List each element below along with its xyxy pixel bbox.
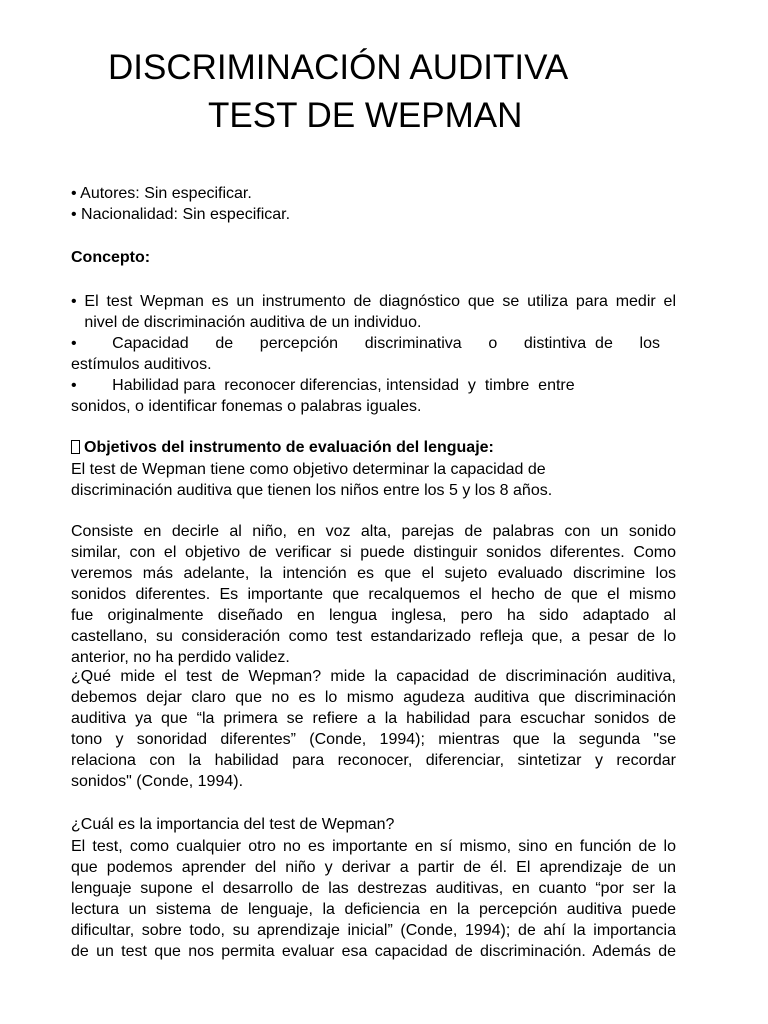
paragraph1-line: sonidos diferentes. Es importante que recalquemos el hecho de que el mismo bbox=[71, 586, 676, 603]
concepto-line: estímulos auditivos. bbox=[71, 356, 212, 373]
paragraph2-line: auditiva ya que “la primera se refiere a la habilidad para escuchar sonidos de bbox=[71, 710, 676, 727]
meta-authors: • Autores: Sin especificar. bbox=[71, 185, 252, 202]
paragraph3-line: de un test que nos permita evaluar esa capacidad de discriminación. Además de bbox=[71, 943, 676, 960]
paragraph1-line: veremos más adelante, la intención es que el sujeto evaluado discrimine los bbox=[71, 565, 676, 582]
objetivos-heading-row bbox=[71, 437, 676, 458]
concepto-line: • El test Wepman es un instrumento de diagnóstico que se utiliza para medir el bbox=[71, 293, 676, 310]
concepto-heading: Concepto: bbox=[71, 249, 151, 266]
missing-glyph-icon bbox=[71, 440, 80, 454]
paragraph2-line: tono y sonoridad diferentes” (Conde, 1994); mientras que la segunda "se bbox=[71, 731, 676, 748]
objetivos-line: El test de Wepman tiene como objetivo determinar la capacidad de bbox=[71, 461, 546, 478]
paragraph3-line: dificultar, sobre todo, su aprendizaje inicial” (Conde, 1994); de ahí la importancia bbox=[71, 922, 676, 939]
concepto-line: sonidos, o identificar fonemas o palabras iguales. bbox=[71, 398, 422, 415]
paragraph2-line: sonidos" (Conde, 1994). bbox=[71, 773, 244, 790]
paragraph1-line: Consiste en decirle al niño, en voz alta, parejas de palabras con un sonido bbox=[71, 523, 676, 540]
paragraph2-line: ¿Qué mide el test de Wepman? mide la capacidad de discriminación auditiva, bbox=[71, 668, 676, 685]
paragraph1-line: fue originalmente diseñado en lengua inglesa, pero ha sido adaptado al bbox=[71, 607, 676, 624]
title-line-2: TEST DE WEPMAN bbox=[208, 96, 523, 135]
concepto-line: • Capacidad de percepción discriminativa o distintiva de los bbox=[71, 335, 660, 352]
paragraph2-line: relaciona con la habilidad para reconocer, diferenciar, sintetizar y recordar bbox=[71, 752, 676, 769]
meta-nationality: • Nacionalidad: Sin especificar. bbox=[71, 206, 291, 223]
paragraph1-line: similar, con el objetivo de verificar si puede distinguir sonidos diferentes. Como bbox=[71, 544, 676, 561]
objetivos-heading: Objetivos del instrumento de evaluación del lenguaje: bbox=[84, 439, 494, 456]
paragraph3-line: El test, como cualquier otro no es importante en sí mismo, sino en función de lo bbox=[71, 838, 676, 855]
importance-question: ¿Cuál es la importancia del test de Wepman? bbox=[71, 816, 395, 833]
paragraph1-line: anterior, no ha perdido validez. bbox=[71, 649, 290, 666]
paragraph2-line: debemos dejar claro que no es lo mismo agudeza auditiva que discriminación bbox=[71, 689, 676, 706]
objetivos-line: discriminación auditiva que tienen los niños entre los 5 y los 8 años. bbox=[71, 482, 553, 499]
paragraph3-line: que podemos aprender del niño y derivar a partir de él. El aprendizaje de un bbox=[71, 859, 676, 876]
paragraph3-line: lenguaje supone el desarrollo de las destrezas auditivas, en cuanto “por ser la bbox=[71, 880, 676, 897]
title-line-1: DISCRIMINACIÓN AUDITIVA bbox=[108, 48, 569, 87]
paragraph3-line: lectura un sistema de lenguaje, la deficiencia en la percepción auditiva puede bbox=[71, 901, 676, 918]
concepto-line: nivel de discriminación auditiva de un individuo. bbox=[71, 314, 422, 331]
concepto-line: • Habilidad para reconocer diferencias, intensidad y timbre entre bbox=[71, 377, 575, 394]
paragraph1-line: castellano, su consideración como test estandarizado refleja que, a pesar de lo bbox=[71, 628, 676, 645]
